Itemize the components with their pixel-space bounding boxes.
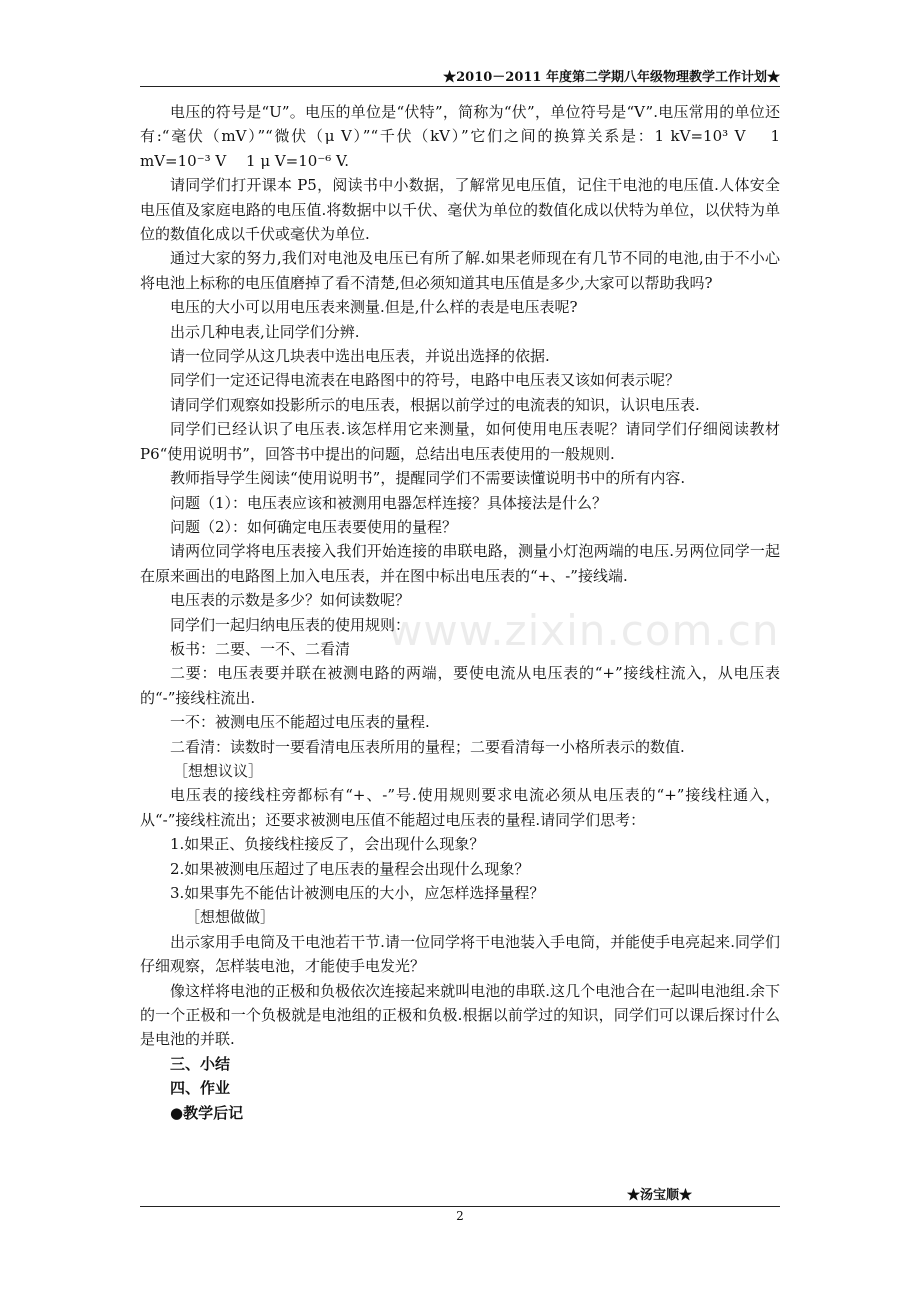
paragraph-flashlight: 出示家用手电筒及干电池若干节.请一位同学将干电池装入手电筒，并能使手电亮起来.同学们仔细观察，怎样装电池，才能使手电发光？ [140, 932, 780, 976]
paragraph-think-2: 2.如果被测电压超过了电压表的量程会出现什么现象？ [170, 859, 530, 878]
paragraph-think-3: 3.如果事先不能估计被测电压的大小，应怎样选择量程？ [170, 884, 545, 902]
heading-homework: 四、作业 [170, 1079, 231, 1098]
paragraph-terminals: 电压表的接线柱旁都标有“+、-”号.使用规则要求电流必须从电压表的“+”接线柱通入，从“-”接线柱流出；还要求被测电压值不能超过电压表的量程.请同学们思考： [140, 786, 780, 829]
paragraph-rule-two-musts: 二要：电压表要并联在被测电路的两端，要使电流从电压表的“+”接线柱流入，从电压表的“-”接线柱流出. [140, 664, 780, 707]
paragraph-question-2: 问题（2）：如何确定电压表要使用的量程？ [170, 517, 458, 536]
watermark: www.zixin.com.cn [388, 606, 780, 655]
paragraph-how-to-use: 同学们已经认识了电压表.该怎样用它来测量，如何使用电压表呢？请同学们仔细阅读教材 P6“使用说明书”，回答书中提出的问题，总结出电压表使用的一般规则. [140, 420, 780, 463]
paragraph-teacher-guide: 教师指导学生阅读“使用说明书”，提醒同学们不需要读懂说明书中的所有内容. [170, 469, 686, 488]
paragraph-rule-one-not: 一不：被测电压不能超过电压表的量程. [170, 713, 430, 732]
page-header-title: ★2010－2011 年度第二学期八年级物理教学工作计划★ [443, 70, 780, 85]
paragraph-think-1: 1.如果正、负接线柱接反了，会出现什么现象？ [170, 835, 485, 854]
paragraph-battery-question: 通过大家的努力,我们对电池及电压已有所了解.如果老师现在有几节不同的电池,由于不小心将电池上标称的电压值磨掉了看不清楚,但必须知道其电压值是多少,大家可以帮助我吗? [140, 249, 780, 292]
paragraph-choose-voltmeter: 请一位同学从这几块表中选出电压表，并说出选择的依据. [170, 347, 550, 366]
paragraph-symbol: 同学们一定还记得电流表在电路图中的符号，电路中电压表又该如何表示呢？ [170, 371, 681, 390]
paragraph-rule-two-checks: 二看清：读数时一要看清电压表所用的量程；二要看清每一小格所表示的数值. [170, 737, 685, 756]
footer-divider [140, 1206, 780, 1207]
paragraph-summarize-rules: 同学们一起归纳电压表的使用规则： [170, 615, 411, 634]
header-divider [140, 86, 780, 87]
heading-teaching-notes: ●教学后记 [170, 1103, 244, 1122]
paragraph-blackboard: 板书：二要、一不、二看清 [170, 639, 351, 658]
paragraph-connect-circuit: 请两位同学将电压表接入我们开始连接的串联电路，测量小灯泡两端的电压.另两位同学一起在原来画出的电路图上加入电压表，并在图中标出电压表的“+、-”接线端. [140, 542, 780, 585]
paragraph-series: 像这样将电池的正极和负极依次连接起来就叫电池的串联.这几个电池合在一起叫电池组.余下的一个正极和一个负极就是电池组的正极和负极.根据以前学过的知识，同学们可以课后探讨什么是电池的并联. [140, 981, 780, 1049]
heading-summary: 三、小结 [170, 1054, 231, 1073]
paragraph-show-meters: 出示几种电表,让同学们分辨. [170, 322, 360, 341]
footer-author: ★汤宝顺★ [626, 1188, 692, 1203]
section-think-discuss: ［想想议议］ [173, 761, 264, 780]
page-number: 2 [456, 1209, 464, 1223]
paragraph-voltmeter-question: 电压的大小可以用电压表来测量.但是,什么样的表是电压表呢? [170, 298, 578, 317]
paragraph-question-1: 问题（1）：电压表应该和被测用电器怎样连接？具体接法是什么？ [170, 493, 608, 512]
document-body [140, 100, 780, 1125]
paragraph-observe: 请同学们观察如投影所示的电压表，根据以前学过的电流表的知识，认识电压表. [170, 395, 700, 414]
section-think-do: ［想想做做］ [185, 908, 276, 927]
paragraph-read-textbook: 请同学们打开课本 P5，阅读书中小数据，了解常见电压值，记住干电池的电压值.人体安全电压值及家庭电路的电压值.将数据中以千伏、毫伏为单位的数值化成以伏特为单位，以伏特为单位的数值化成以千伏或毫伏为单位. [140, 176, 780, 244]
paragraph-voltage-units: 电压的符号是“U”。电压的单位是“伏特”，简称为“伏”，单位符号是“V”.电压常用的单位还有:“毫伏（mV）”“微伏（μ V）”“千伏（kV）”它们之间的换算关系是：1 kV=10³ V 1 mV=10⁻³ V 1 μ V=10⁻⁶ V. [140, 103, 780, 170]
paragraph-reading: 电压表的示数是多少？如何读数呢？ [170, 591, 411, 610]
